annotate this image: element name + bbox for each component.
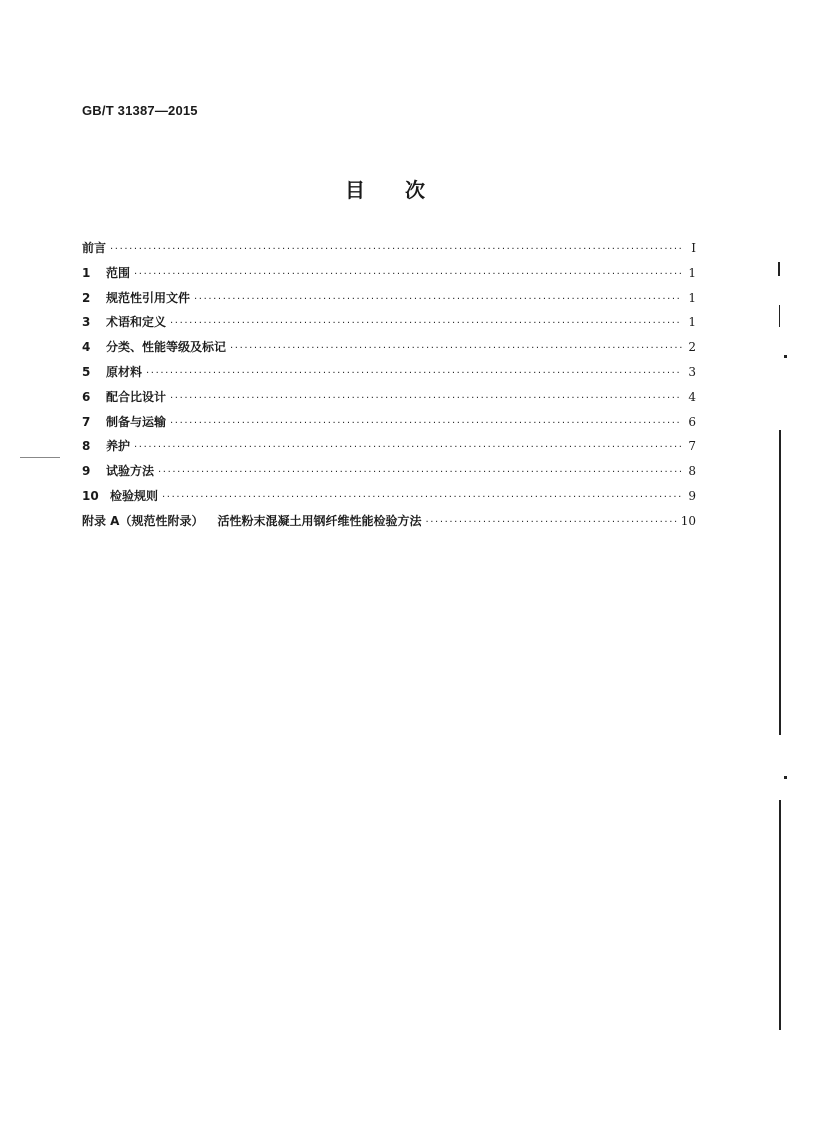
dot-leader (110, 238, 682, 263)
toc-entry-page: 6 (688, 414, 696, 429)
dot-leader (425, 511, 676, 536)
toc-entry-page: 2 (688, 340, 696, 355)
toc-entry-number: 9 (82, 464, 91, 479)
scan-mark (779, 430, 781, 735)
toc-entry-annex-a[interactable] (82, 509, 696, 534)
toc-entry-page: 3 (688, 364, 696, 379)
scan-mark (784, 776, 787, 779)
scan-mark (779, 305, 780, 327)
dot-leader (146, 362, 682, 387)
toc-entry-page: Ⅰ (691, 241, 696, 255)
dot-leader (170, 412, 682, 437)
toc-entry-3[interactable] (82, 310, 696, 335)
table-of-contents (82, 236, 696, 534)
toc-entry-page: 1 (688, 265, 696, 280)
toc-entry-page: 8 (688, 464, 696, 479)
toc-entry-page: 1 (688, 315, 696, 330)
toc-entry-title: 术语和定义 (106, 315, 167, 330)
dot-leader (134, 263, 682, 288)
toc-entry-10[interactable] (82, 484, 696, 509)
toc-entry-page: 9 (688, 488, 696, 503)
toc-entry-title: 范围 (106, 265, 131, 280)
toc-entry-title: 试验方法 (106, 464, 155, 479)
dot-leader (170, 312, 682, 337)
toc-entry-number: 7 (82, 414, 91, 429)
toc-entry-5[interactable] (82, 360, 696, 385)
dot-leader (158, 461, 682, 486)
dot-leader (162, 486, 682, 511)
toc-entry-title: 活性粉末混凝土用钢纤维性能检验方法 (217, 513, 422, 528)
toc-entry-6[interactable] (82, 385, 696, 410)
toc-entry-number: 10 (82, 488, 99, 503)
toc-entry-9[interactable] (82, 459, 696, 484)
toc-entry-2[interactable] (82, 286, 696, 311)
dot-leader (230, 337, 682, 362)
toc-entry-title: 分类、性能等级及标记 (106, 340, 227, 355)
scan-mark (779, 800, 781, 1030)
toc-entry-4[interactable] (82, 335, 696, 360)
toc-heading (0, 174, 770, 203)
dot-leader (170, 387, 682, 412)
toc-entry-page: 1 (688, 290, 696, 305)
toc-entry-1[interactable] (82, 261, 696, 286)
toc-entry-title: 制备与运输 (106, 414, 167, 429)
toc-entry-number: 6 (82, 389, 91, 404)
toc-entry-title: 前言 (82, 241, 107, 255)
toc-entry-8[interactable] (82, 434, 696, 459)
toc-entry-number: 5 (82, 364, 91, 379)
toc-heading-char-1: 目 (345, 178, 365, 202)
toc-entry-title: 配合比设计 (106, 389, 167, 404)
toc-entry-number: 1 (82, 265, 91, 280)
toc-entry-title: 原材料 (106, 364, 143, 379)
toc-entry-number: 2 (82, 290, 91, 305)
toc-heading-char-2: 次 (405, 178, 425, 202)
scan-mark (20, 457, 60, 458)
toc-entry-foreword[interactable] (82, 236, 696, 261)
toc-entry-title: 养护 (106, 439, 131, 454)
scan-mark (784, 355, 787, 358)
toc-entry-page: 4 (688, 389, 696, 404)
toc-entry-page: 10 (680, 513, 696, 528)
toc-entry-number: 4 (82, 340, 91, 355)
toc-entry-title: 检验规则 (110, 488, 159, 503)
dot-leader (134, 436, 682, 461)
toc-entry-number: 8 (82, 439, 91, 454)
dot-leader (194, 288, 682, 313)
annex-label: 附录 A（规范性附录） (82, 513, 204, 528)
toc-entry-7[interactable] (82, 410, 696, 435)
standard-code: GB/T 31387—2015 (82, 103, 198, 118)
toc-entry-number: 3 (82, 315, 91, 330)
toc-entry-title: 规范性引用文件 (106, 290, 191, 305)
toc-entry-page: 7 (688, 439, 696, 454)
scan-mark (778, 262, 780, 276)
